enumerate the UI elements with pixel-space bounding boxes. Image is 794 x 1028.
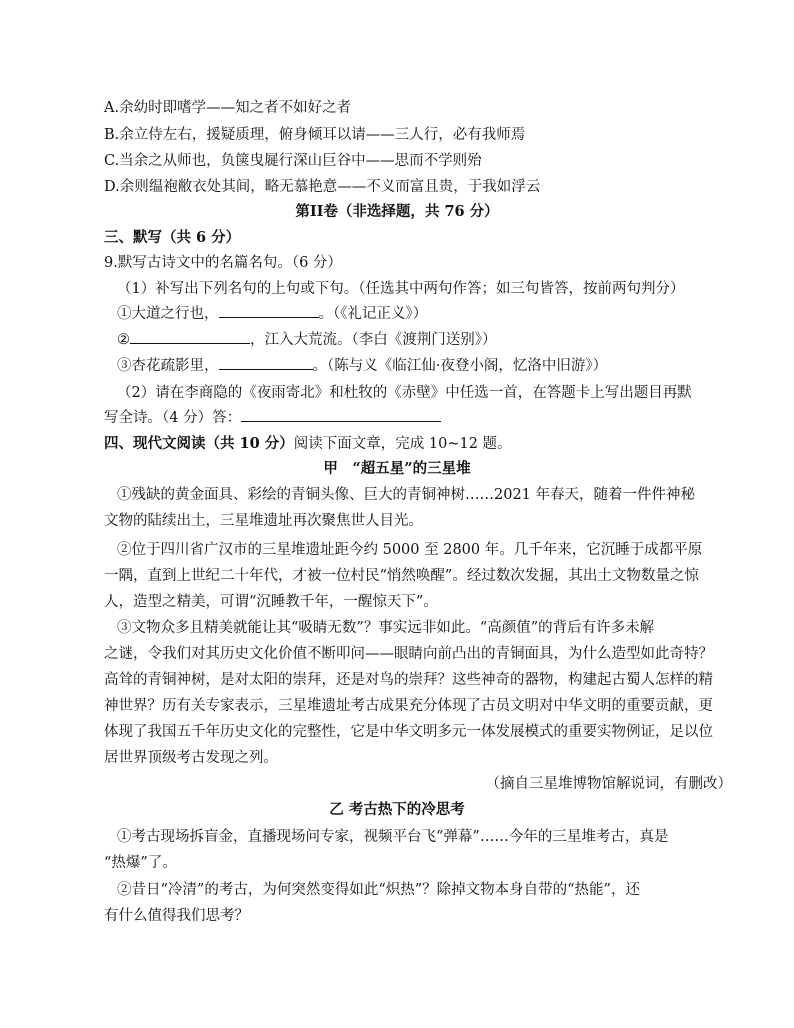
- option-b: B.余立侍左右，援疑质理，俯身倾耳以请——三人行，必有我师焉: [104, 127, 526, 143]
- article-a-p1-line2: 文物的陆续出土，三星堆遗址再次聚焦世人目光。: [104, 513, 423, 529]
- article-a-p3-line4: 神世界？历有关专家表示，三星堆遗址考古成果充分体现了古员文明对中华文明的重要贡献，更: [104, 698, 713, 714]
- article-a-p2-line3: 人，造型之精美，可谓“沉睡教千年，一醒惊天下”。: [104, 594, 438, 610]
- option-c: C.当余之从师也，负箧曳屣行深山巨谷中——思而不学则殆: [104, 153, 482, 169]
- article-a-source: （摘自三星堆博物馆解说词，有删改）: [485, 776, 732, 792]
- option-a: A.余幼时即嗜学——知之者不如好之者: [104, 100, 352, 116]
- section4-heading: [104, 433, 726, 455]
- article-b-p2-line1: ②昔日“冷清”的考古，为何突然变得如此“炽热”？除掉文物本身自带的“热能”，还: [117, 882, 640, 898]
- fill-item-2: [117, 329, 726, 351]
- sub-question-2-line1: （2）请在李商隐的《夜雨寄北》和杜牧的《赤壁》中任选一首，在答题卡上写出题目再默: [117, 385, 692, 401]
- article-a-p2-line1: ②位于四川省广汉市的三星堆遗址距今约 5000 至 2800 年。几千年来，它沉睡于成都平原: [117, 542, 703, 558]
- fill-item-1-suffix: 。（《礼记正义》）: [318, 306, 428, 322]
- article-a-p3-line6: 居世界顶级考古发现之列。: [104, 750, 278, 766]
- fill-item-3-suffix: 。（陈与义《临江仙·夜登小阁，忆洛中旧游》）: [312, 358, 608, 374]
- article-a-title: 甲 “超五星”的三星堆: [323, 460, 471, 477]
- article-a-p3-line3: 高耸的青铜神树，是对太阳的崇拜，还是对鸟的崇拜？这些神奇的器物，构建起古蜀人怎样的精: [104, 672, 713, 688]
- article-b-p1-line2: “热爆”了。: [104, 855, 177, 871]
- article-b-p2-line2: 有什么值得我们思考？: [104, 908, 249, 924]
- part2-title: 第II卷（非选择题，共 76 分）: [295, 203, 499, 220]
- fill-item-3: [117, 355, 726, 377]
- sub-question-1: （1）补写出下列名句的上句或下句。（任选其中两句作答；如三句皆答，按前两句判分）: [117, 281, 685, 297]
- fill-item-1-prefix: ①大道之行也，: [117, 306, 219, 322]
- question-9: 9.默写古诗文中的名篇名句。（6 分）: [104, 255, 342, 271]
- article-b-p1-line1: ①考古现场拆盲金，直播现场问专家，视频平台飞“弹幕”……今年的三星堆考古，真是: [117, 829, 669, 845]
- article-a-p3-line1: ③文物众多且精美就能让其“吸睛无数”？事实远非如此。“高颜值”的背后有许多未解: [117, 620, 655, 636]
- article-a-p3-line5: 体现了我国五千年历史文化的完整性，它是中华文明多元一体发展模式的重要实物例证，足以位: [104, 724, 713, 740]
- sub-question-2-line2: [104, 407, 726, 429]
- article-a-p3-line2: 之谜，令我们对其历史文化价值不断叩问——眼睛向前凸出的青铜面具，为什么造型如此奇特？: [104, 646, 713, 662]
- fill-item-2-prefix: ②: [117, 332, 130, 348]
- fill-item-1: [117, 303, 726, 325]
- fill-item-3-prefix: ③杏花疏影里，: [117, 358, 219, 374]
- section4-instruction: 阅读下面文章，完成 10~12 题。: [293, 436, 512, 452]
- answer-blank-2[interactable]: [130, 329, 250, 344]
- article-a-p1-line1: ①残缺的黄金面具、彩绘的青铜头像、巨大的青铜神树……2021 年春天，随着一件件神秘: [117, 487, 696, 503]
- section4-title: 四、现代文阅读（共 10 分）: [104, 435, 294, 452]
- answer-blank-1[interactable]: [219, 303, 319, 318]
- article-a-p2-line2: 一隅，直到上世纪二十年代，才被一位村民“悄然唤醒”。经过数次发掘，其出土文物数量之惊: [104, 568, 699, 584]
- answer-blank-4[interactable]: [241, 407, 441, 422]
- answer-blank-3[interactable]: [219, 355, 313, 370]
- option-d: D.余则缊袍敝衣处其间，略无慕艳意——不义而富且贵，于我如浮云: [104, 179, 541, 195]
- sub-question-2-prompt: 写全诗。（4 分）答：: [104, 410, 242, 426]
- article-b-title: 乙 考古热下的冷思考: [329, 801, 465, 818]
- fill-item-2-suffix: ，江入大荒流。（李白《渡荆门送别》）: [250, 332, 497, 348]
- section3-title: 三、默写（共 6 分）: [104, 229, 241, 246]
